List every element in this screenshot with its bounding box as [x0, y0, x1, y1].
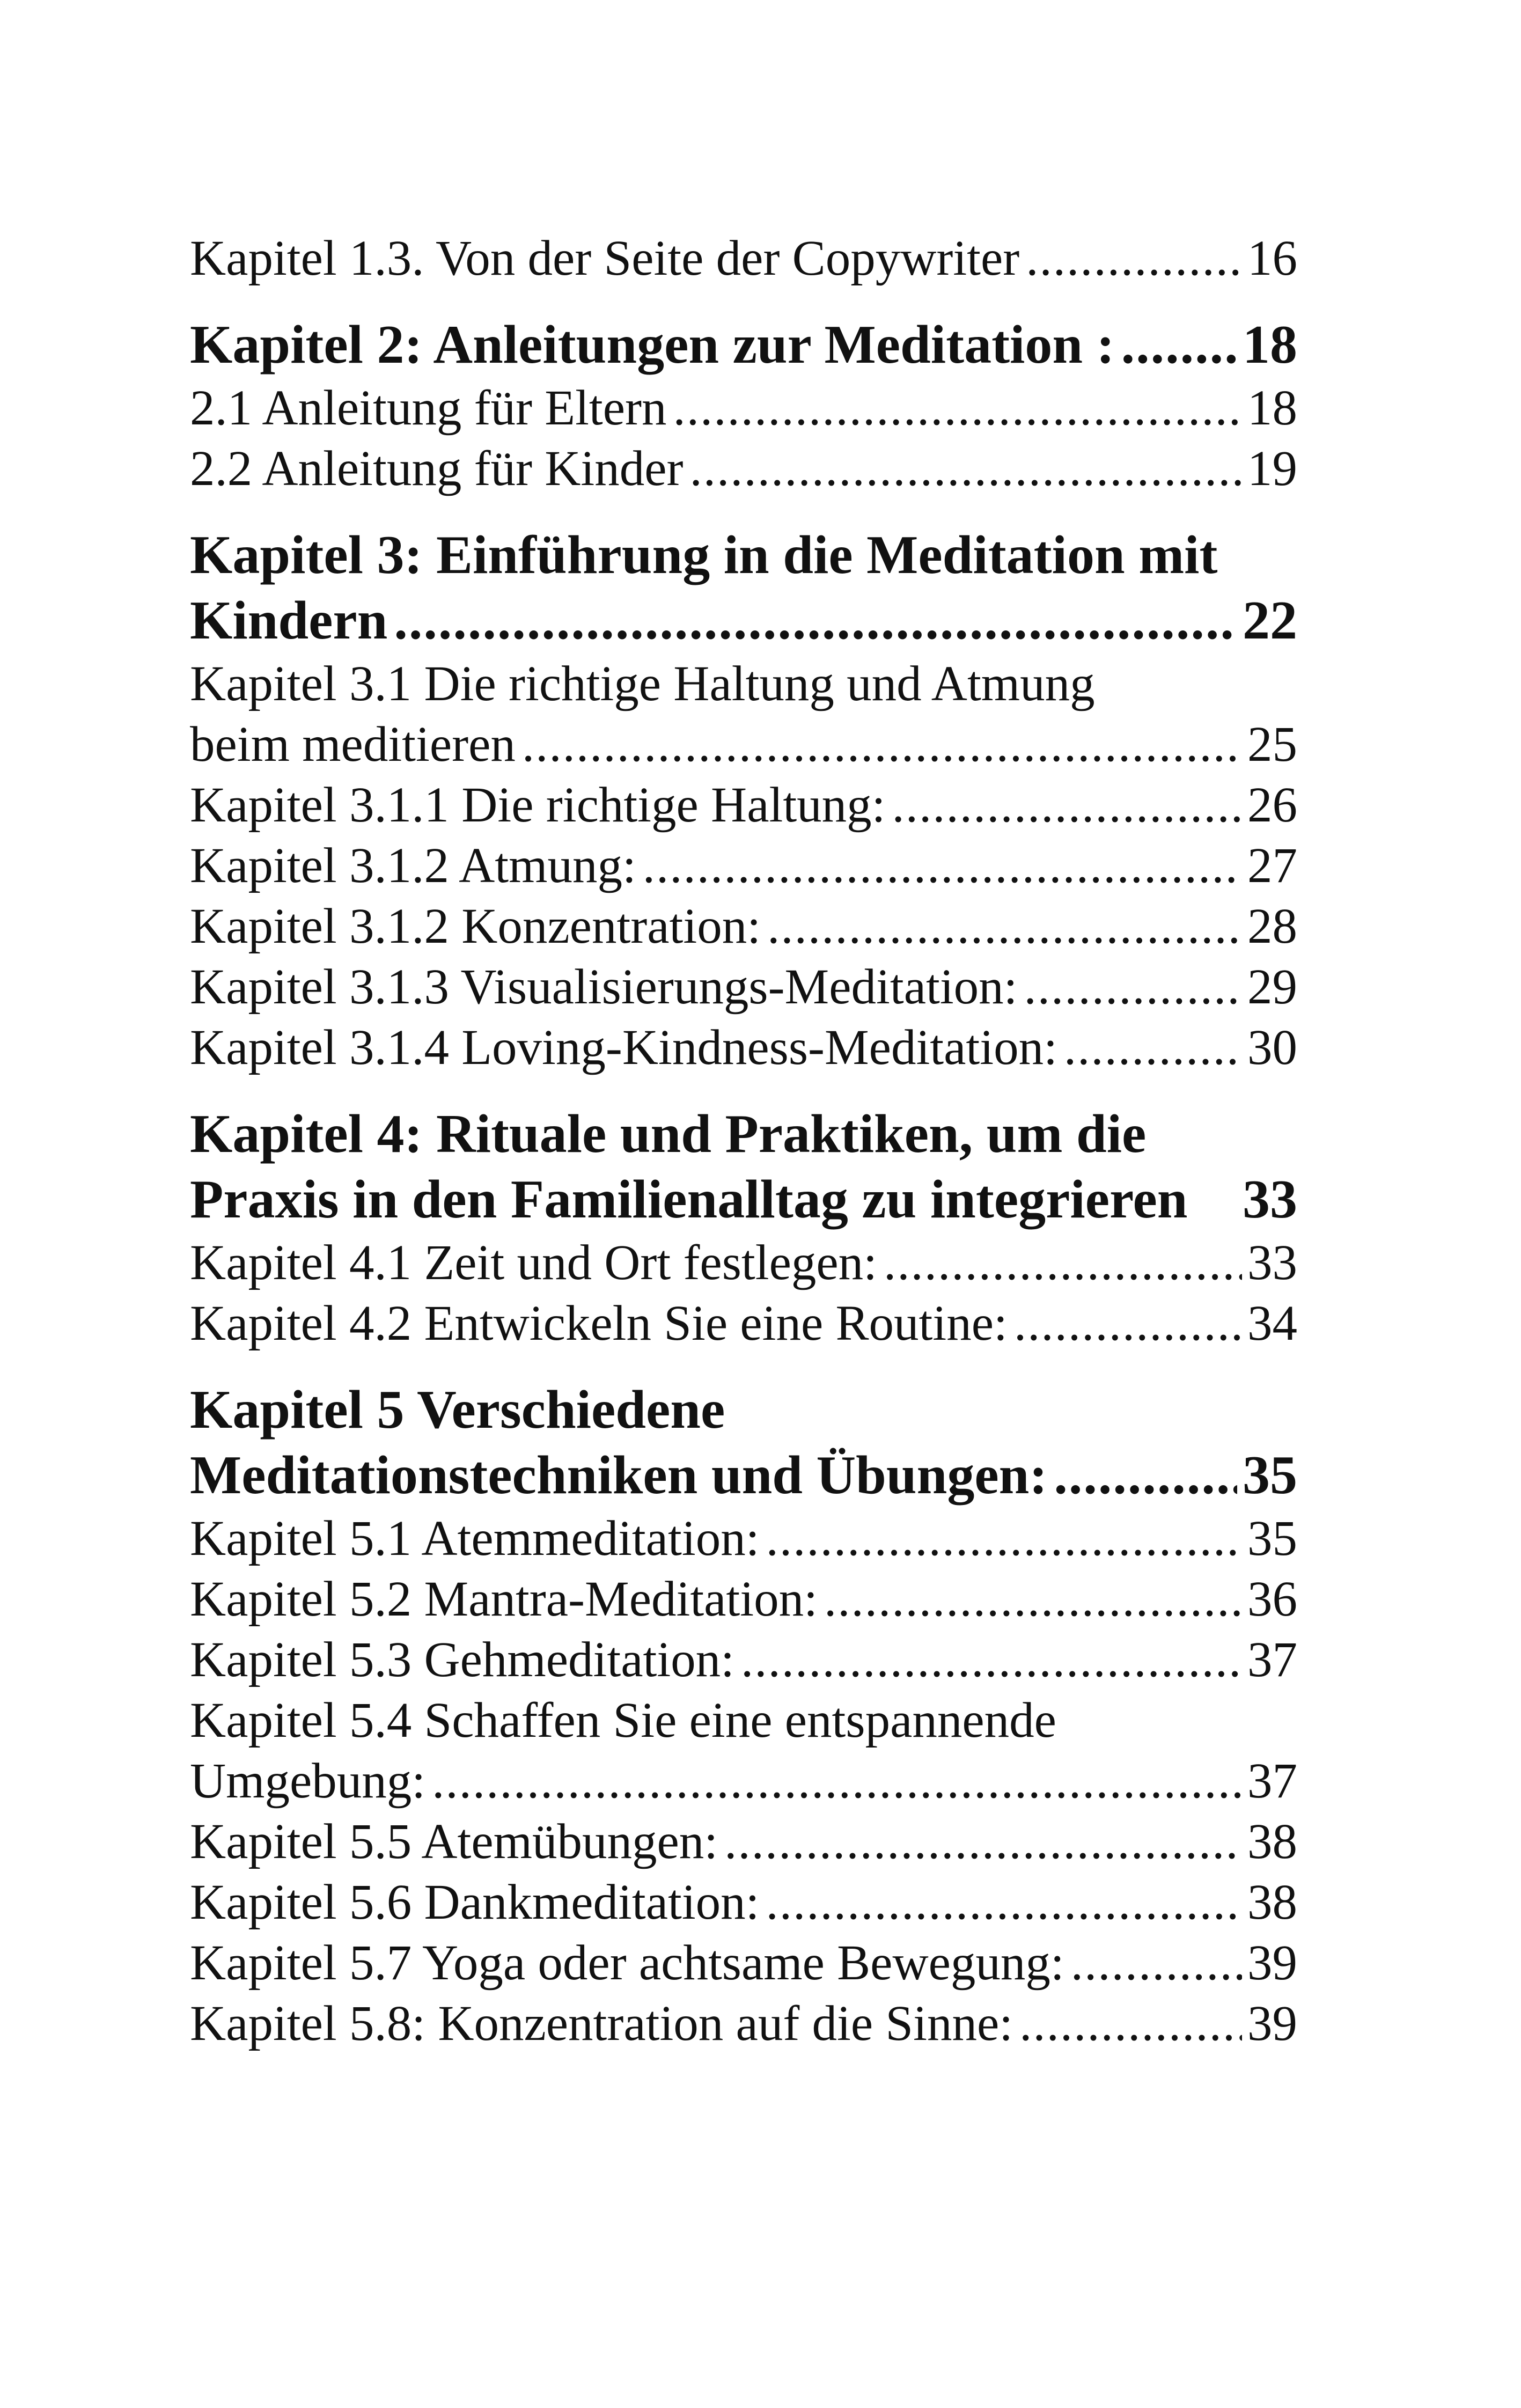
toc-entry-line: [190, 588, 1297, 654]
dot-leader: [766, 1508, 1242, 1569]
dot-leader: [1064, 1017, 1242, 1078]
toc-page-number: 38: [1247, 1814, 1297, 1869]
toc-entry-line: [190, 1690, 1297, 1751]
toc-entry-title: Kapitel 4.2 Entwickeln Sie eine Routine:: [190, 1296, 1008, 1351]
toc-entry-title: Kindern: [190, 590, 388, 651]
toc-page-number: 22: [1243, 590, 1297, 651]
toc-sub-entry[interactable]: [190, 1690, 1297, 1811]
dot-leader: [432, 1751, 1242, 1811]
toc-entry-line: [190, 228, 1297, 289]
toc-entry-line: [190, 523, 1297, 588]
toc-entry-title: Kapitel 4.1 Zeit und Ort festlegen:: [190, 1235, 877, 1290]
dot-leader: [1054, 1443, 1237, 1508]
toc-page-number: 37: [1247, 1632, 1297, 1687]
toc-entry-title: 2.2 Anleitung für Kinder: [190, 441, 684, 496]
toc-entry-line: [190, 1811, 1297, 1872]
toc-sub-entry[interactable]: [190, 1933, 1297, 1993]
toc-sub-entry[interactable]: [190, 1232, 1297, 1293]
toc-entry-line: [190, 896, 1297, 957]
toc-page-number: 27: [1247, 838, 1297, 893]
toc-page-number: 25: [1247, 717, 1297, 772]
toc-sub-entry[interactable]: [190, 1293, 1297, 1354]
dot-leader: [690, 438, 1242, 499]
toc-entry-line: [190, 1993, 1297, 2054]
dot-leader: [1026, 228, 1242, 289]
dot-leader: [767, 896, 1242, 957]
toc-page-number: 34: [1247, 1296, 1297, 1351]
toc-page-number: 39: [1247, 1996, 1297, 2051]
toc-page-number: 33: [1247, 1235, 1297, 1290]
toc-entry-line: [190, 775, 1297, 835]
toc-page-number: 26: [1247, 777, 1297, 833]
toc-entry-line: [190, 312, 1297, 378]
toc-entry-title: Umgebung:: [190, 1753, 426, 1809]
toc-entry-line: [190, 1102, 1297, 1167]
toc-entry-line: [190, 1017, 1297, 1078]
dot-leader: [766, 1872, 1242, 1933]
toc-entry-title: Kapitel 3.1 Die richtige Haltung und Atmung: [190, 656, 1095, 711]
toc-sub-entry[interactable]: [190, 1569, 1297, 1629]
toc-chapter-entry[interactable]: [190, 523, 1297, 654]
toc-page-number: 19: [1247, 441, 1297, 496]
dot-leader: [1071, 1933, 1242, 1993]
toc-entry-title: Kapitel 5.5 Atemübungen:: [190, 1814, 718, 1869]
toc-entry-line: [190, 1933, 1297, 1993]
toc-entry-line: [190, 1167, 1297, 1232]
toc-entry-line: [190, 835, 1297, 896]
toc-entry-title: Kapitel 2: Anleitungen zur Meditation :: [190, 314, 1115, 375]
toc-entry-title: Kapitel 1.3. Von der Seite der Copywriter: [190, 231, 1020, 286]
toc-entry-line: [190, 438, 1297, 499]
toc-entry-title: Kapitel 3.1.4 Loving-Kindness-Meditation:: [190, 1020, 1057, 1075]
dot-leader: [1121, 312, 1237, 378]
table-of-contents: [190, 228, 1297, 2054]
toc-sub-entry[interactable]: [190, 654, 1297, 775]
dot-leader: [892, 775, 1242, 835]
toc-page-number: 35: [1243, 1445, 1297, 1506]
toc-entry-line: [190, 654, 1297, 714]
toc-entry-line: [190, 1232, 1297, 1293]
toc-entry-title: Kapitel 5 Verschiedene: [190, 1379, 725, 1440]
toc-entry-line: [190, 1293, 1297, 1354]
dot-leader: [1014, 1293, 1242, 1354]
toc-page-number: 36: [1247, 1572, 1297, 1627]
toc-page-number: 28: [1247, 899, 1297, 954]
toc-page-number: 18: [1247, 380, 1297, 436]
dot-leader: [884, 1232, 1242, 1293]
toc-entry-title: Kapitel 3.1.2 Atmung:: [190, 838, 636, 893]
toc-sub-entry[interactable]: [190, 1872, 1297, 1933]
toc-sub-entry[interactable]: [190, 957, 1297, 1017]
toc-entry-title: Kapitel 3.1.1 Die richtige Haltung:: [190, 777, 886, 833]
dot-leader: [673, 378, 1243, 438]
dot-leader: [1019, 1993, 1242, 2054]
toc-entry-line: [190, 1377, 1297, 1443]
toc-entry-title: Kapitel 3: Einführung in die Meditation mit: [190, 525, 1218, 585]
toc-entry-title: Kapitel 3.1.3 Visualisierungs-Meditation:: [190, 959, 1018, 1015]
toc-sub-entry[interactable]: [190, 1017, 1297, 1078]
toc-entry-title: beim meditieren: [190, 717, 516, 772]
dot-leader: [724, 1811, 1242, 1872]
toc-entry-title: Meditationstechniken und Übungen:: [190, 1445, 1048, 1506]
toc-sub-entry[interactable]: [190, 1629, 1297, 1690]
toc-entry-line: [190, 1872, 1297, 1933]
toc-sub-entry[interactable]: [190, 228, 1297, 289]
toc-sub-entry[interactable]: [190, 1993, 1297, 2054]
toc-entry-title: Praxis in den Familienalltag zu integrieren: [190, 1169, 1188, 1230]
toc-chapter-entry[interactable]: [190, 312, 1297, 378]
toc-sub-entry[interactable]: [190, 775, 1297, 835]
toc-entry-title: Kapitel 5.6 Dankmeditation:: [190, 1875, 760, 1930]
dot-leader: [741, 1629, 1242, 1690]
toc-entry-title: Kapitel 3.1.2 Konzentration:: [190, 899, 761, 954]
toc-sub-entry[interactable]: [190, 1508, 1297, 1569]
toc-page-number: 16: [1247, 231, 1297, 286]
dot-leader: [394, 588, 1237, 654]
dot-leader: [643, 835, 1242, 896]
dot-leader: [1024, 957, 1243, 1017]
toc-page-number: 39: [1247, 1935, 1297, 1991]
toc-chapter-entry[interactable]: [190, 1102, 1297, 1232]
toc-entry-line: [190, 1508, 1297, 1569]
toc-page-number: 30: [1247, 1020, 1297, 1075]
toc-entry-line: [190, 714, 1297, 775]
toc-entry-line: [190, 1751, 1297, 1811]
toc-entry-title: Kapitel 5.3 Gehmeditation:: [190, 1632, 735, 1687]
toc-sub-entry[interactable]: [190, 1811, 1297, 1872]
toc-sub-entry[interactable]: [190, 896, 1297, 957]
toc-entry-title: Kapitel 5.1 Atemmeditation:: [190, 1511, 760, 1566]
toc-page-number: 29: [1247, 959, 1297, 1015]
toc-sub-entry[interactable]: [190, 378, 1297, 438]
toc-page-number: 35: [1247, 1511, 1297, 1566]
toc-entry-title: Kapitel 5.8: Konzentration auf die Sinne:: [190, 1996, 1013, 2051]
toc-entry-line: [190, 1443, 1297, 1508]
toc-entry-title: Kapitel 5.2 Mantra-Meditation:: [190, 1572, 818, 1627]
toc-page-number: 18: [1243, 314, 1297, 375]
toc-entry-title: Kapitel 5.7 Yoga oder achtsame Bewegung:: [190, 1935, 1064, 1991]
toc-sub-entry[interactable]: [190, 835, 1297, 896]
toc-entry-title: 2.1 Anleitung für Eltern: [190, 380, 667, 436]
toc-entry-title: Kapitel 4: Rituale und Praktiken, um die: [190, 1104, 1147, 1164]
toc-entry-line: [190, 957, 1297, 1017]
toc-entry-line: [190, 378, 1297, 438]
toc-entry-title: Kapitel 5.4 Schaffen Sie eine entspannende: [190, 1693, 1056, 1748]
toc-page-number: 33: [1243, 1169, 1297, 1230]
toc-page-number: 38: [1247, 1875, 1297, 1930]
toc-sub-entry[interactable]: [190, 438, 1297, 499]
dot-leader: [824, 1569, 1242, 1629]
toc-page-number: 37: [1247, 1753, 1297, 1809]
toc-entry-line: [190, 1569, 1297, 1629]
toc-entry-line: [190, 1629, 1297, 1690]
toc-chapter-entry[interactable]: [190, 1377, 1297, 1508]
dot-leader: [522, 714, 1242, 775]
